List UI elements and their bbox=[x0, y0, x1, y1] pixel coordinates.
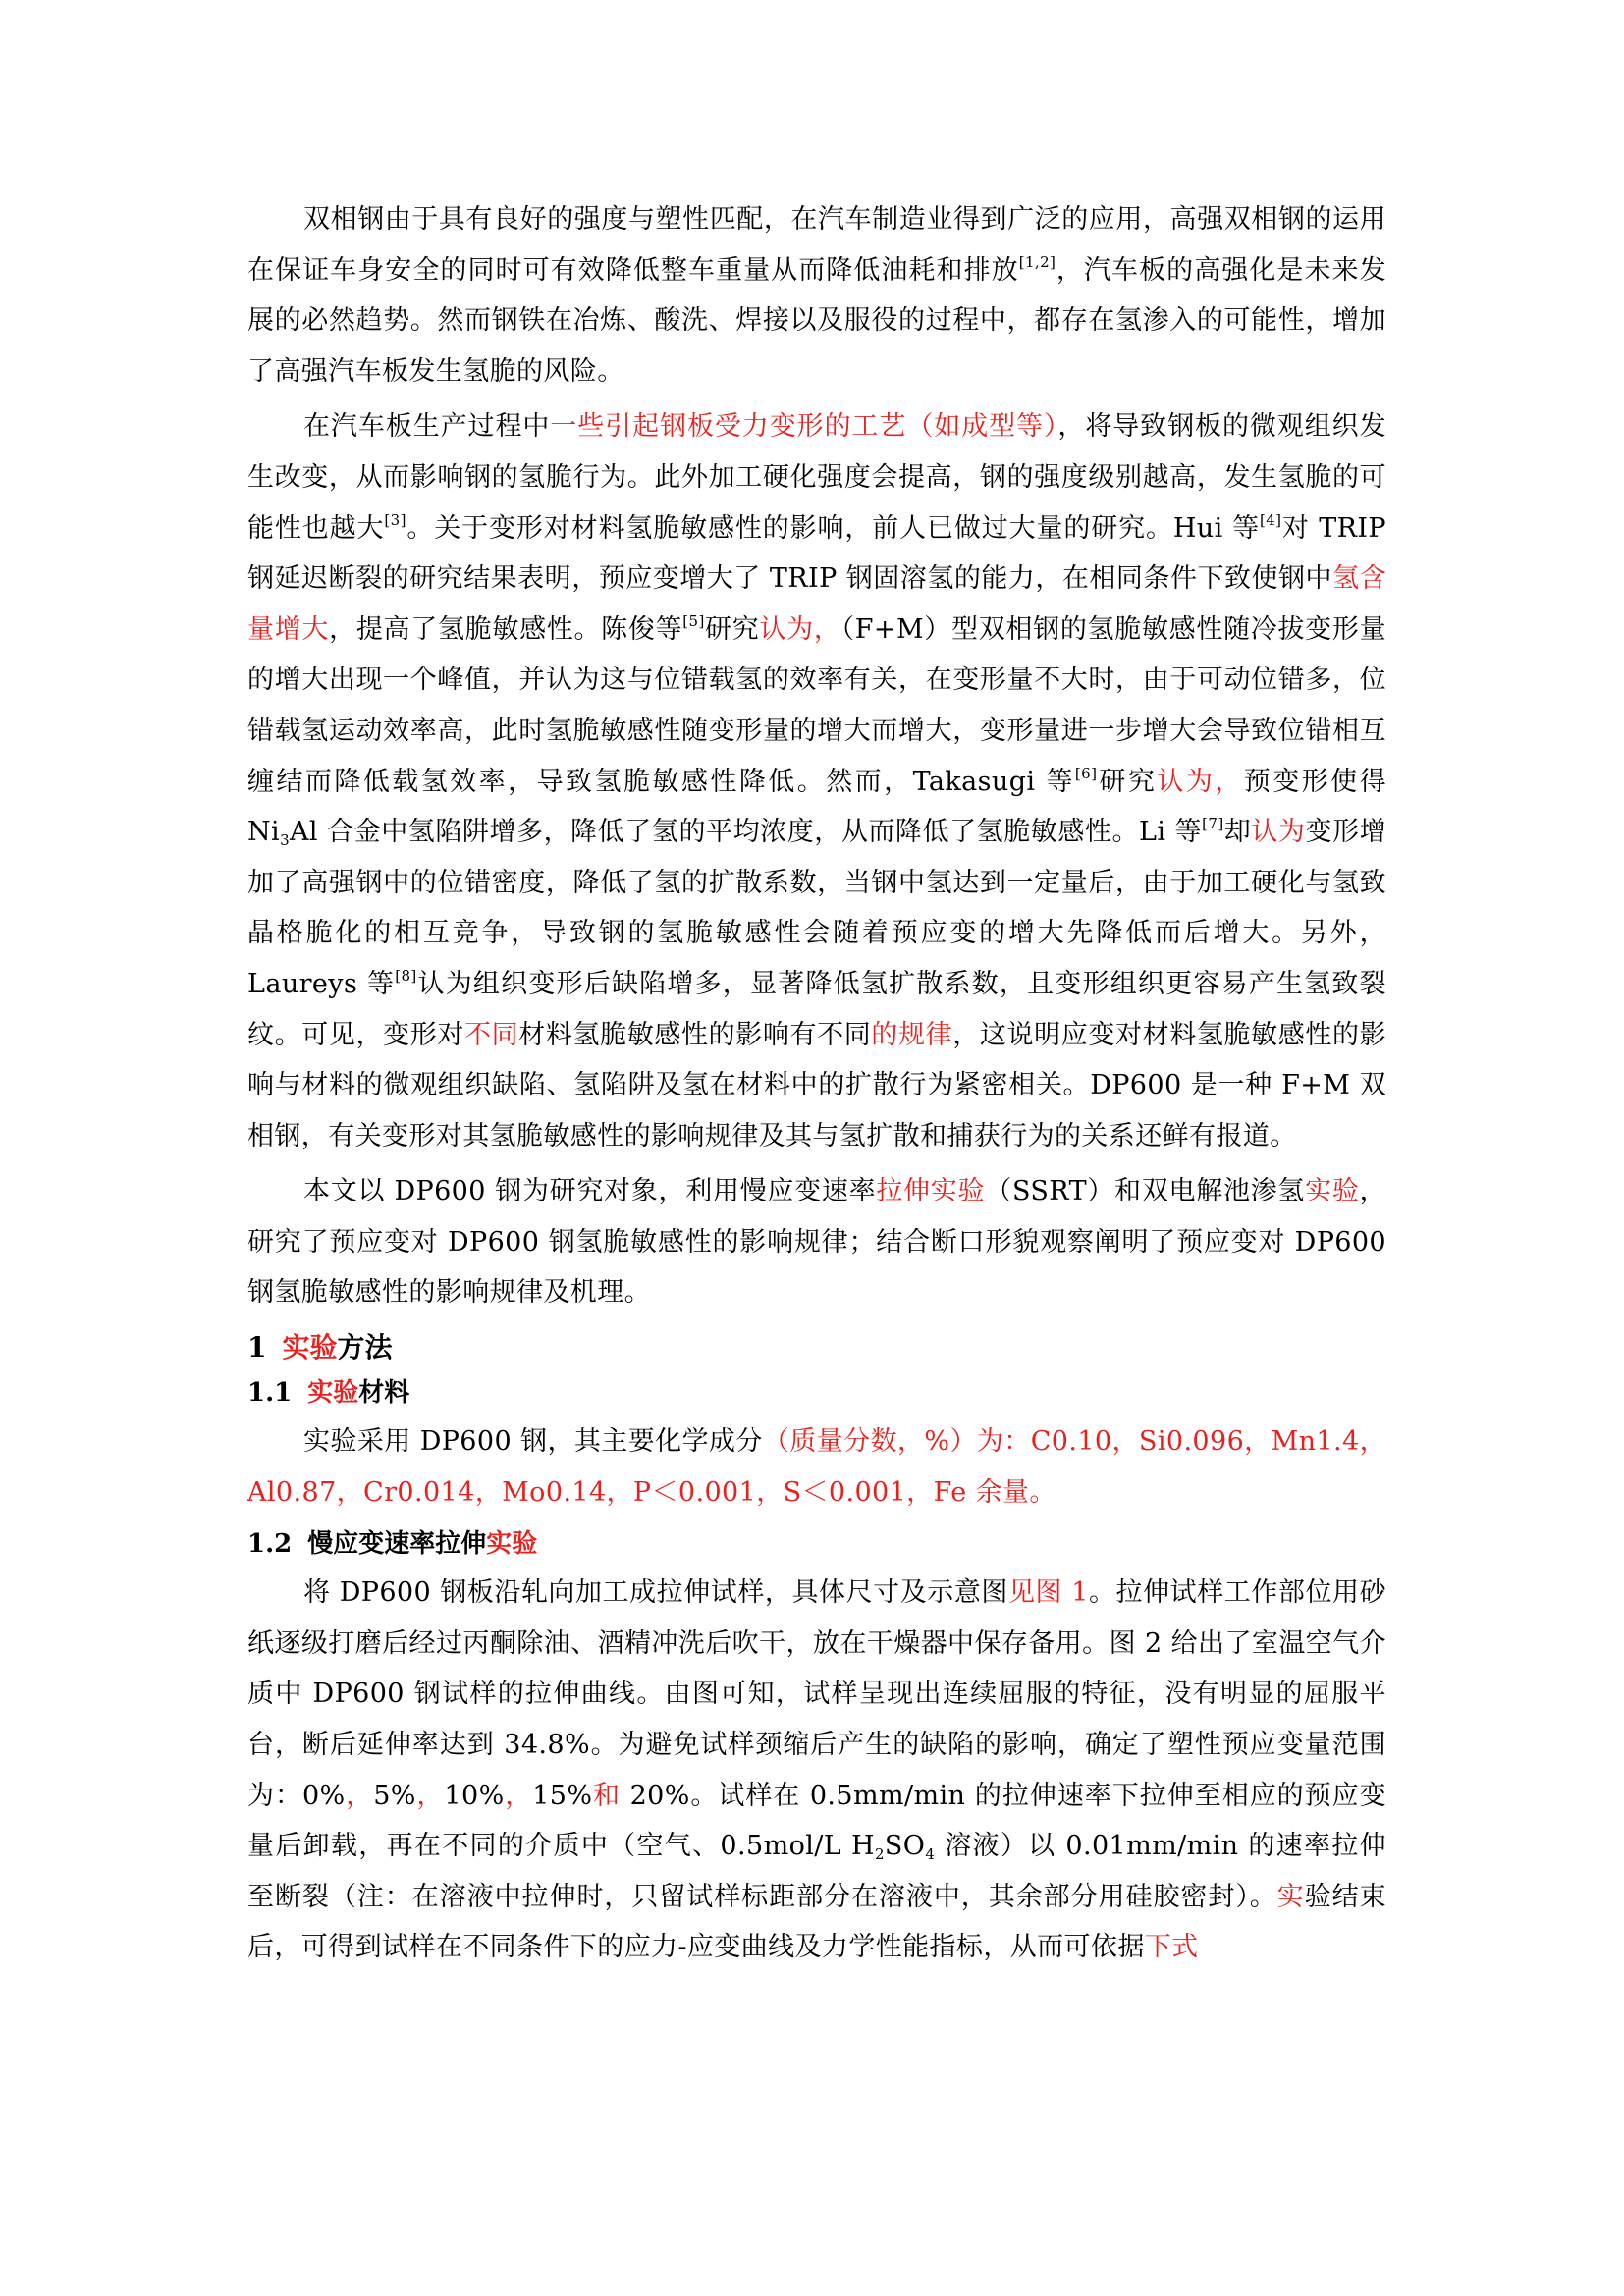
text-run: 研究 bbox=[1097, 766, 1158, 797]
text-column bbox=[247, 194, 1386, 1978]
highlighted-text: 认为， bbox=[759, 614, 841, 645]
text-run: 却 bbox=[1223, 817, 1252, 848]
citation: [3] bbox=[384, 510, 406, 529]
highlighted-text: 实验 bbox=[486, 1529, 538, 1560]
text-run: （SSRT）和双电解池渗氢 bbox=[985, 1176, 1306, 1207]
highlighted-text: 实验 bbox=[282, 1331, 338, 1364]
section-title: 材料 bbox=[358, 1378, 410, 1409]
text-run: 将 DP600 钢板沿轧向加工成拉伸试样，具体尺寸及示意图 bbox=[303, 1577, 1008, 1609]
text-run: 10% bbox=[444, 1780, 505, 1811]
citation: [5] bbox=[682, 612, 705, 630]
highlighted-text: 和 bbox=[592, 1780, 621, 1811]
highlighted-text: ， bbox=[415, 1780, 445, 1811]
text-run: 本文以 DP600 钢为研究对象，利用慢应变速率 bbox=[303, 1176, 877, 1207]
highlighted-text: 实 bbox=[1276, 1881, 1305, 1912]
citation: [8] bbox=[395, 966, 417, 985]
highlighted-text: （质量分数，%）为：C0.10，Si0.096，Mn1.4，Al0.87，Cr0.014，Mo0.14，P＜0.001，S＜0.001，Fe 余量。 bbox=[247, 1426, 1386, 1508]
highlighted-text: 认为 bbox=[1251, 817, 1306, 848]
text-run: 对 TRIP 钢延迟断裂的研究结果表明，预应变增大了 TRIP 钢固溶氢的能力，在相同条件下致使钢中 bbox=[247, 512, 1387, 595]
text-run: 5% bbox=[373, 1780, 416, 1811]
text-run: ，提高了氢脆敏感性。陈俊等 bbox=[329, 614, 683, 645]
text-run: 。关于变形对材料氢脆敏感性的影响，前人已做过大量的研究。Hui 等 bbox=[406, 512, 1260, 544]
highlighted-text: ， bbox=[345, 1780, 374, 1811]
section-heading-1-2 bbox=[247, 1522, 1386, 1566]
section-number: 1 bbox=[247, 1331, 267, 1364]
section-title: 慢应变速率拉伸 bbox=[307, 1529, 487, 1560]
text-run: 双相钢由于具有良好的强度与塑性匹配，在汽车制造业得到广泛的应用，高强双相钢的运用在保证车身安全的同时可有效降低整车重量从而降低油耗和排放 bbox=[247, 204, 1386, 286]
paragraph-ssrt-method bbox=[247, 1568, 1386, 1973]
section-heading-1-1 bbox=[247, 1371, 1386, 1415]
paragraph-intro-2 bbox=[247, 401, 1386, 1161]
citation: [1,2] bbox=[1018, 252, 1056, 271]
section-title: 方法 bbox=[337, 1331, 393, 1364]
section-heading-1 bbox=[247, 1326, 1386, 1369]
paragraph-materials bbox=[247, 1416, 1386, 1518]
highlighted-text: 见图 1 bbox=[1007, 1577, 1089, 1609]
highlighted-text: 实验 bbox=[1305, 1176, 1360, 1207]
subscript: 2 bbox=[874, 1845, 885, 1864]
text-run: 验结束后，可得到试样在不同条件下的应力-应变曲线及力学性能指标，从而可依据 bbox=[247, 1881, 1387, 1963]
text-run: ，研究了预应变对 DP600 钢氢脆敏感性的影响规律；结合断口形貌观察阐明了预应变对 DP600 钢氢脆敏感性的影响规律及机理。 bbox=[247, 1176, 1386, 1308]
paragraph-intro-3 bbox=[247, 1166, 1386, 1318]
highlighted-text: 不同 bbox=[464, 1019, 519, 1050]
citation: [6] bbox=[1074, 764, 1098, 782]
paragraph-intro-1 bbox=[247, 194, 1386, 397]
text-run: Al 合金中氢陷阱增多，降低了氢的平均浓度，从而降低了氢脆敏感性。Li 等 bbox=[290, 817, 1203, 848]
text-run: 研究 bbox=[704, 614, 760, 645]
text-run: ，汽车板的高强化是未来发展的必然趋势。然而钢铁在冶炼、酸洗、焊接以及服役的过程中，都存在氢渗入的可能性，增加了高强汽车板发生氢脆的风险。 bbox=[247, 254, 1386, 387]
text-run: 溶液）以 0.01mm/min 的速率拉伸至断裂（注：在溶液中拉伸时，只留试样标距部分在溶液中，其余部分用硅胶密封）。 bbox=[247, 1831, 1387, 1912]
text-run: SO bbox=[884, 1831, 926, 1862]
subscript: 3 bbox=[280, 831, 291, 850]
highlighted-text: ， bbox=[504, 1780, 533, 1811]
highlighted-text: 氢含量增大 bbox=[247, 563, 1386, 645]
highlighted-text: 的规律 bbox=[871, 1019, 953, 1050]
citation: [4] bbox=[1259, 510, 1282, 529]
text-run: 材料氢脆敏感性的影响有不同 bbox=[518, 1019, 872, 1050]
text-run: 认为组织变形后缺陷增多，显著降低氢扩散系数，且变形组织更容易产生氢致裂纹。可见，变形对 bbox=[247, 968, 1387, 1050]
highlighted-text: 认为， bbox=[1157, 766, 1244, 797]
text-run: （F+M）型双相钢的氢脆敏感性随冷拔变形量的增大出现一个峰值，并认为这与位错载氢的效率有关，在变形量不大时，由于可动位错多，位错载氢运动效率高，此时氢脆敏感性随变形量的增大而增大，变形量进一步增大会导致位错相互缠结而降低载氢效率，导致氢脆敏感性降低。然而，Takasugi 等 bbox=[247, 614, 1386, 797]
text-run: 20%。试样在 0.5mm/min 的拉伸速率下拉伸至相应的预应变量后卸载，再在不同的介质中（空气、0.5mol/L H bbox=[247, 1780, 1387, 1862]
text-run: ，这说明应变对材料氢脆敏感性的影响与材料的微观组织缺陷、氢陷阱及氢在材料中的扩散行为紧密相关。DP600 是一种 F+M 双相钢，有关变形对其氢脆敏感性的影响规律及其与氢扩散和捕获行为的关系还鲜有报道。 bbox=[247, 1019, 1386, 1151]
highlighted-text: 下式 bbox=[1144, 1932, 1199, 1963]
text-run: 预变形使得 Ni bbox=[247, 766, 1386, 848]
highlighted-text: 拉伸实验 bbox=[876, 1176, 986, 1207]
section-number: 1.2 bbox=[247, 1529, 293, 1560]
citation: [7] bbox=[1202, 815, 1224, 833]
text-run: ，将导致钢板的微观组织发生改变，从而影响钢的氢脆行为。此外加工硬化强度会提高，钢的强度级别越高，发生氢脆的可能性也越大 bbox=[247, 411, 1386, 544]
text-run: 在汽车板生产过程中 bbox=[303, 411, 551, 443]
text-run: 15% bbox=[532, 1780, 593, 1811]
text-run: 。拉伸试样工作部位用砂纸逐级打磨后经过丙酮除油、酒精冲洗后吹干，放在干燥器中保存备用。图 2 给出了室温空气介质中 DP600 钢试样的拉伸曲线。由图可知，试样呈现出连续屈服的特征，没有明显的屈服平台，断后延伸率达到 34.8%。为避免试样颈缩后产生的缺陷的影响，确定了塑性预应变量范围为：0% bbox=[247, 1577, 1386, 1811]
highlighted-text: 一些引起钢板受力变形的工艺（如成型等） bbox=[550, 411, 1058, 443]
text-run: 实验采用 DP600 钢，其主要化学成分 bbox=[303, 1426, 763, 1458]
section-number: 1.1 bbox=[247, 1378, 293, 1409]
subscript: 4 bbox=[925, 1845, 936, 1864]
highlighted-text: 实验 bbox=[307, 1378, 359, 1409]
text-run: 变形增加了高强钢中的位错密度，降低了氢的扩散系数，当钢中氢达到一定量后，由于加工硬化与氢致晶格脆化的相互竞争，导致钢的氢脆敏感性会随着预应变的增大先降低而后增大。另外，Laureys 等 bbox=[247, 817, 1386, 999]
